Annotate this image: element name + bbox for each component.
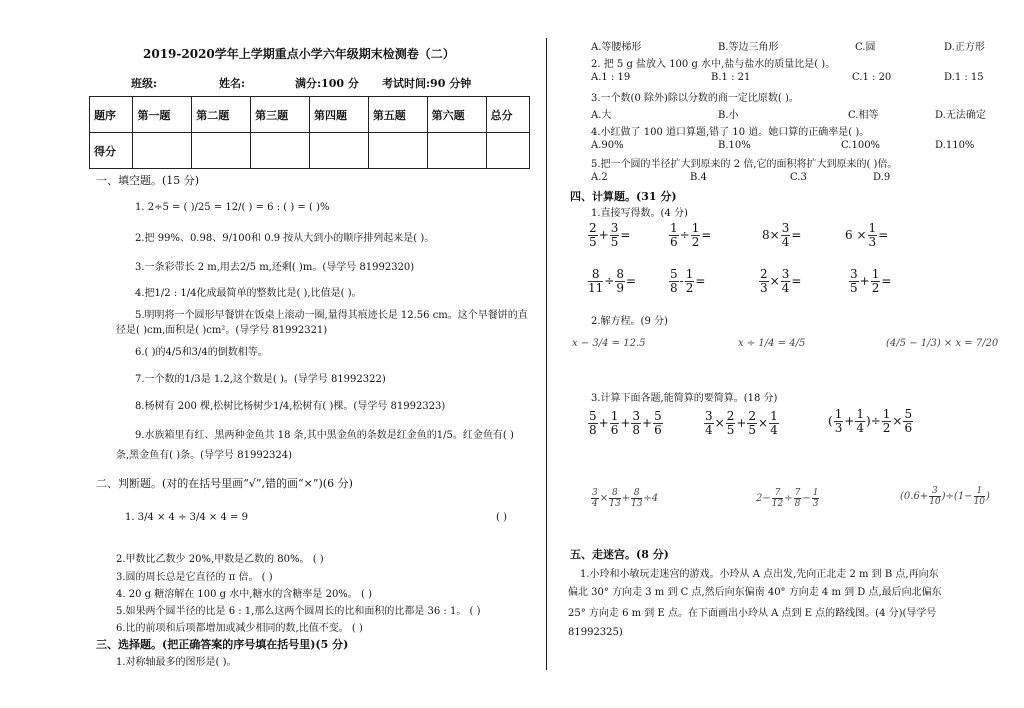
section3-title: 三、选择题。(把正确答案的序号填在括号里)(5 分) — [96, 638, 349, 651]
equation-1: x − 3/4 = 12.5 — [572, 338, 646, 349]
s4-sub1: 1.直接写得数。(4 分) — [591, 208, 688, 219]
s1-q1: 1. 2÷5 = ( )/25 = 12/( ) = 6 : ( ) = ( )% — [135, 202, 330, 213]
s1-q4: 4.把1/2 : 1/4化成最简单的整数比是( ),比值是( )。 — [135, 288, 362, 299]
table-cell: 第六题 — [427, 97, 486, 133]
calc-item: $\frac{2}{3}$ × $\frac{3}{4}$ = — [760, 267, 802, 295]
s5-p3: 25° 方向走 6 m 到 E 点。在下面画出小玲从 A 点到 E 点的路线图。(4 分)(导学号 — [568, 608, 937, 619]
s1-q5b: 径是( )cm,面积是( )cm²。(导学号 81992321) — [116, 325, 328, 336]
score-cell[interactable] — [309, 133, 368, 169]
table-cell: 总分 — [486, 97, 530, 133]
score-cell[interactable] — [486, 133, 530, 169]
s5-p1: 1.小玲和小敏玩走迷宫的游戏。小玲从 A 点出发,先向正北走 2 m 到 B 点,再向东 — [580, 569, 939, 580]
s3-q2: 2. 把 5 g 盐放入 100 g 水中,盐与盐水的质量比是( )。 — [591, 59, 836, 70]
s5-p2: 偏北 30° 方向走 3 m 到 C 点,然后向东偏南 40° 方向走 4 m 到 D 点,最后向北偏东 — [568, 587, 942, 598]
s3-q2-opt-d: D.1 : 15 — [944, 72, 984, 83]
score-table — [89, 96, 530, 169]
calc-item: $\frac{3}{4}$ × $\frac{2}{5}$ + $\frac{2}{5}$ × $\frac{1}{4}$ — [705, 409, 778, 437]
score-table-score-row — [90, 133, 530, 169]
equation-2: x ÷ 1/4 = 4/5 — [738, 338, 806, 349]
s3-q2-opt-a: A.1 : 19 — [591, 72, 631, 83]
score-cell[interactable] — [368, 133, 427, 169]
s3-q1-opt-c: C.圆 — [855, 42, 876, 53]
s3-q5-opt-c: C.3 — [790, 172, 807, 183]
section4-title: 四、计算题。(31 分) — [570, 190, 677, 203]
s3-q3: 3.一个数(0 除外)除以分数的商一定比原数( )。 — [591, 93, 799, 104]
s2-q4: 4. 20 g 糖溶解在 100 g 水中,糖水的含糖率是 20%。 ( ) — [116, 589, 372, 600]
s3-q4-opt-a: A.90% — [591, 140, 624, 151]
calc-item: (0.6+ $\frac{3}{10}$ )÷(1− $\frac{1}{10}$ ) — [900, 486, 990, 507]
s1-q2: 2.把 99%、0.98、9/100和 0.9 按从大到小的顺序排列起来是( )。 — [135, 233, 435, 244]
score-cell[interactable] — [251, 133, 310, 169]
score-cell[interactable] — [133, 133, 192, 169]
s3-q2-opt-b: B.1 : 21 — [711, 72, 751, 83]
section5-title: 五、走迷宫。(8 分) — [570, 548, 669, 561]
s4-sub3: 3.计算下面各题,能简算的要简算。(18 分) — [591, 393, 778, 404]
s3-q5-opt-d: D.9 — [873, 172, 891, 183]
s5-p4: 81992325) — [568, 627, 623, 638]
s3-q4-opt-d: D.110% — [935, 140, 975, 151]
s3-q3-opt-a: A.大 — [591, 110, 612, 121]
table-cell: 得分 — [90, 133, 133, 169]
calc-item: $\frac{1}{6}$ ÷ $\frac{1}{2}$ = — [670, 221, 712, 249]
s2-q1: 1. 3/4 × 4 ÷ 3/4 × 4 = 9 — [125, 512, 248, 523]
s1-q3: 3.一条彩带长 2 m,用去2/5 m,还剩( )m。(导学号 81992320) — [135, 262, 415, 273]
table-cell: 第二题 — [192, 97, 251, 133]
s1-q7: 7.一个数的1/3是 1.2,这个数是( )。(导学号 81992322) — [135, 374, 386, 385]
calc-item: $\frac{3}{5}$ + $\frac{1}{2}$ = — [850, 267, 892, 295]
s3-q3-opt-c: C.相等 — [848, 110, 879, 121]
calc-item: $\frac{8}{11}$ ÷ $\frac{8}{9}$ = — [588, 267, 637, 295]
s2-q5: 5.如果两个圆半径的比是 6 : 1,那么这两个圆周长的比和面积的比都是 36 : 1。 ( ) — [116, 606, 481, 617]
s2-q2: 2.甲数比乙数少 20%,甲数是乙数的 80%。 ( ) — [116, 554, 324, 565]
score-cell[interactable] — [192, 133, 251, 169]
table-cell: 第三题 — [251, 97, 310, 133]
s3-q1-opt-d: D.正方形 — [944, 42, 985, 53]
s3-q5: 5.把一个圆的半径扩大到原来的 2 倍,它的面积将扩大到原来的( )倍。 — [591, 159, 898, 170]
s3-q2-opt-c: C.1 : 20 — [852, 72, 892, 83]
score-table-header-row — [90, 97, 530, 133]
s1-q9b: 条,黑金鱼有( )条。(导学号 81992324) — [116, 450, 293, 461]
exam-time: 考试时间:90 分钟 — [382, 77, 472, 90]
calc-item: 8× $\frac{3}{4}$ = — [762, 221, 802, 249]
s1-q8: 8.杨树有 200 棵,松树比杨树少1/4,松树有( )棵。(导学号 81992323) — [135, 401, 446, 412]
s3-q5-opt-b: B.4 — [690, 172, 707, 183]
class-label: 班级: — [131, 77, 158, 90]
s2-q6: 6.比的前项和后项都增加或减少相同的数,比值不变。 ( ) — [116, 623, 363, 634]
table-cell: 第一题 — [133, 97, 192, 133]
full-score: 满分:100 分 — [295, 77, 359, 90]
calc-item: 2− $\frac{7}{12}$ ÷ $\frac{7}{8}$ − $\frac{1}{3}$ — [756, 488, 819, 509]
calc-item: $\frac{5}{8}$ + $\frac{1}{6}$ + $\frac{3}{8}$ + $\frac{5}{6}$ — [589, 409, 662, 437]
s2-q1-answer-paren[interactable]: ( ) — [496, 512, 507, 523]
section1-title: 一、填空题。(15 分) — [96, 174, 200, 187]
section2-title: 二、判断题。(对的在括号里画“√”,错的画“×”)(6 分) — [96, 477, 353, 490]
s3-q4: 4.小红做了 100 道口算题,错了 10 道。她口算的正确率是( )。 — [591, 127, 870, 138]
exam-title: 2019-2020学年上学期重点小学六年级期末检测卷（二） — [143, 47, 455, 61]
calc-item: $\frac{2}{5}$ + $\frac{3}{5}$ = — [589, 221, 631, 249]
s1-q5a: 5.明明将一个圆形早餐饼在饭桌上滚动一圈,量得其痕迹长是 12.56 cm。这个早餐饼的直 — [135, 310, 528, 321]
table-cell: 第四题 — [309, 97, 368, 133]
s1-q9a: 9.水族箱里有红、黑两种金鱼共 18 条,其中黑金鱼的条数是红金鱼的1/5。红金鱼有( ) — [135, 430, 514, 441]
table-cell: 题序 — [90, 97, 133, 133]
s4-sub2: 2.解方程。(9 分) — [591, 316, 668, 327]
s3-q4-opt-b: B.10% — [718, 140, 751, 151]
name-label: 姓名: — [219, 77, 246, 90]
s3-q1-opt-b: B.等边三角形 — [718, 42, 779, 53]
calc-item: ( $\frac{1}{3}$ + $\frac{1}{4}$ )÷ $\frac{1}{2}$ × $\frac{5}{6}$ — [828, 407, 913, 435]
s1-q6: 6.( )的4/5和3/4的倒数相等。 — [135, 347, 268, 358]
calc-item: 6 × $\frac{1}{3}$ = — [845, 221, 889, 249]
calc-item: $\frac{3}{4}$ × $\frac{8}{13}$ + $\frac{8}{13}$ ÷4 — [592, 488, 659, 509]
s3-q1: 1.对称轴最多的图形是( )。 — [116, 657, 237, 668]
score-cell[interactable] — [427, 133, 486, 169]
s3-q5-opt-a: A.2 — [591, 172, 608, 183]
s3-q4-opt-c: C.100% — [841, 140, 881, 151]
s2-q3: 3.圆的周长总是它直径的 π 倍。 ( ) — [116, 572, 273, 583]
equation-3: (4/5 − 1/3) × x = 7/20 — [886, 338, 999, 349]
s3-q3-opt-d: D.无法确定 — [935, 110, 986, 121]
s3-q3-opt-b: B.小 — [718, 110, 739, 121]
table-cell: 第五题 — [368, 97, 427, 133]
column-divider — [546, 38, 547, 670]
calc-item: $\frac{5}{8}$ - $\frac{1}{2}$ = — [670, 267, 706, 295]
s3-q1-opt-a: A.等腰梯形 — [591, 42, 642, 53]
